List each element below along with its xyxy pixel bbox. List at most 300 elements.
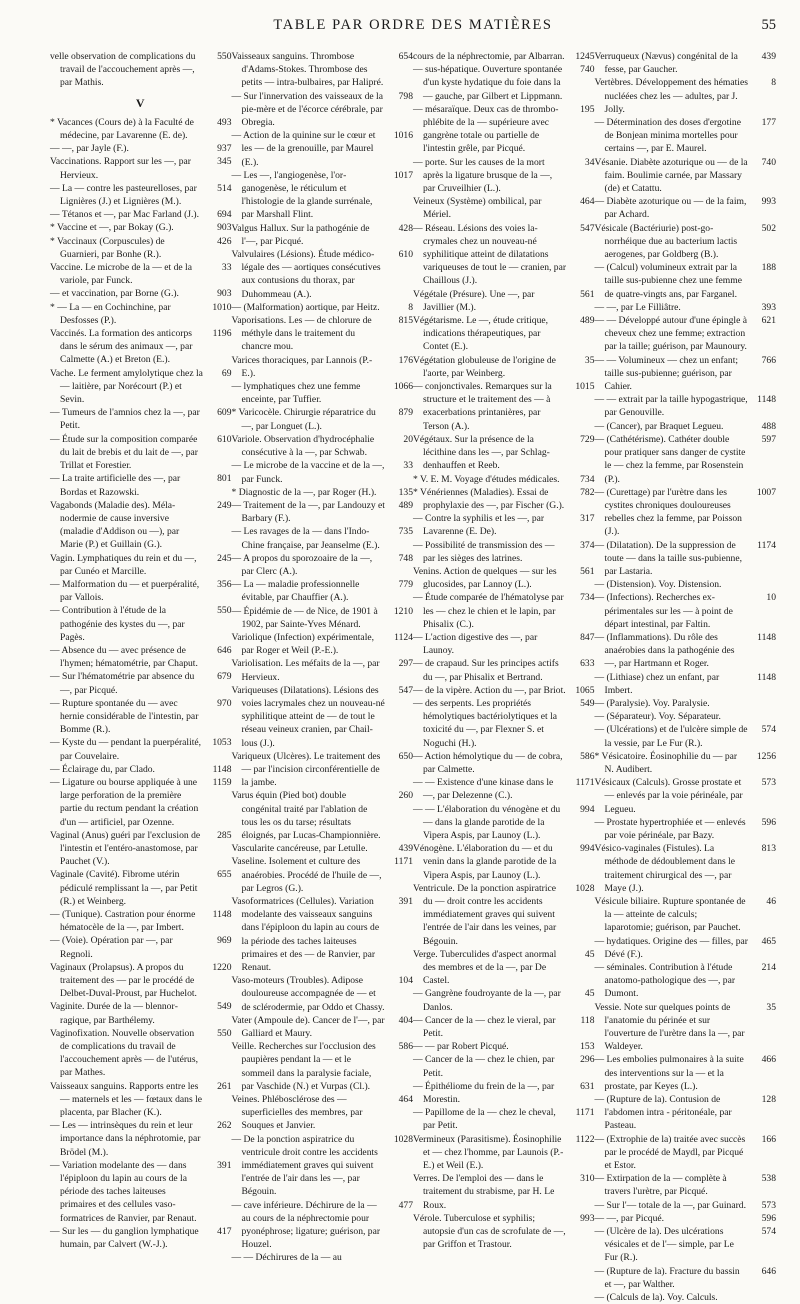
entry-page-ref: 801 (217, 473, 232, 485)
index-entry (413, 1014, 595, 1040)
index-column-3 (413, 50, 595, 1251)
index-entry (595, 1001, 777, 1054)
entry-page-ref: 391 (398, 896, 413, 907)
index-entry (413, 314, 595, 354)
entry-page-ref: 245 (217, 552, 232, 564)
entry-page-ref: 646 (761, 1265, 776, 1277)
entry-text: * Vaccinaux (Corpuscules) de Guarnieri, par Bonhe (R.). (50, 235, 165, 260)
entry-text: — Rupture spontanée du — avec hernie considérable de l'intestin, par Bomme (R.). (50, 697, 199, 736)
entry-page-ref: 549 (580, 697, 595, 709)
index-entry (595, 935, 777, 961)
entry-text: Valvulaires (Lésions). Étude médico-légale des — aortiques consécutives aux contusions du thorax, par Duhommeau (A.). (231, 249, 381, 300)
entry-page-ref: 1245 (575, 51, 595, 62)
entry-page-ref: 550 (217, 51, 232, 62)
entry-page-ref: 1171 (575, 777, 595, 789)
index-entry (595, 578, 777, 591)
entry-text: — (Ulcère de la). Des ulcérations vésicales et de l'— simple, par Le Fur (R.). (594, 1226, 734, 1264)
entry-text: — Papillome de la — chez le cheval, par Petit. (413, 1107, 556, 1132)
entry-page-ref: 782 (580, 486, 595, 498)
entry-text: Verruqueux (Nævus) congénital de la fesse, par Gaucher. (594, 51, 738, 76)
index-entry (50, 433, 232, 473)
entry-text: — Cancer de la — chez le chien, par Petit. (413, 1054, 555, 1079)
index-entry (595, 723, 777, 749)
index-entry (232, 354, 414, 380)
index-entry (50, 1000, 232, 1026)
index-entry (232, 433, 414, 459)
entry-page-ref: 310 (580, 1173, 595, 1185)
index-entry (413, 380, 595, 433)
index-entry (595, 842, 777, 895)
index-entry (413, 156, 595, 196)
index-entry (50, 578, 232, 604)
entry-text: — Variation modelante des — dans l'épiploon du lapin au cours de la période des taches laiteuses primaires et des cellules vaso-formatrices de Ranvier, par Renaut. (50, 1159, 197, 1224)
index-entry (50, 604, 232, 644)
index-entry (50, 934, 232, 960)
entry-text: Vaccinés. La formation des anticorps dans le sérum des animaux —, par Calmette (A.) et Breton (E.). (50, 328, 193, 366)
entry-text: — Épidémie de — de Nice, de 1901 à 1902, par Sainte-Yves Ménard. (231, 605, 378, 630)
entry-text: — Le microbe de la vaccine et de la —, par Funck. (231, 460, 385, 485)
entry-text: — (Infections). Recherches expérimentales sur les — à point de départ intestinal, par Faltin. (594, 592, 733, 630)
index-entry (595, 354, 777, 394)
entry-page-ref: 35 (766, 1001, 776, 1013)
entry-text: Verge. Tuberculides d'aspect anormal des membres et de la —, par De Castel. (413, 948, 557, 987)
entry-text: Varus équin (Pied bot) double congénital traité par l'ablation de tous les os du tarse; résultats éloignés, par Lucas-Championnière. (231, 790, 381, 841)
entry-page-ref: 488 (761, 420, 776, 432)
entry-page-ref: 1159 (212, 776, 232, 788)
index-entry (50, 644, 232, 670)
index-entry (50, 301, 232, 327)
index-entry (232, 1014, 414, 1040)
index-columns (50, 50, 776, 1304)
entry-page-ref: 561 (580, 565, 595, 577)
entry-page-ref: 994 (580, 843, 595, 855)
entry-text: Veineux (Système) ombilical, par Mériel. (413, 196, 542, 221)
entry-text: — Cancer de la — chez le vieral, par Petit. (413, 1014, 556, 1040)
entry-page-ref: 417 (217, 1225, 232, 1237)
index-entry (50, 552, 232, 578)
entry-page-ref: 586 (398, 1041, 413, 1053)
index-entry (595, 539, 777, 579)
index-entry (413, 1212, 595, 1252)
entry-page-ref: 1210 (393, 605, 413, 617)
entry-text: — (Curettage) par l'urètre dans les cystites chroniques douloureuses rebelles chez la femme, par Poisson (J.). (594, 486, 742, 538)
index-entry (232, 169, 414, 222)
entry-text: — L'action digestive des —, par Launoy. (413, 631, 538, 657)
index-entry (413, 1172, 595, 1212)
index-entry (413, 987, 595, 1013)
entry-page-ref: 135 (398, 486, 413, 498)
entry-page-ref: 538 (761, 1173, 776, 1185)
entry-text: — La — maladie professionnelle évitable, par Chauffier (A.). (231, 579, 360, 604)
entry-page-ref: 46 (766, 896, 776, 907)
index-entry (232, 90, 414, 130)
index-entry (50, 208, 232, 221)
entry-text: Variolique (Infection) expérimentale, par Roger et Weil (P.-E.). (231, 631, 375, 657)
index-entry (595, 697, 777, 710)
entry-page-ref: 10 (766, 592, 776, 604)
entry-text: — —, par Jayle (F.). (50, 143, 129, 155)
index-entry (50, 697, 232, 737)
entry-page-ref: 33 (221, 262, 232, 274)
entry-page-ref: 166 (761, 1133, 776, 1145)
entry-text: — (Calculs de la). Voy. Calculs. (594, 1292, 718, 1304)
entry-text: — (Cathétérisme). Cathéter double pour pratiquer sans danger de cystite le — chez la femme, par Rosenstein (P.). (594, 433, 746, 485)
entry-page-ref: 574 (761, 1226, 776, 1238)
entry-text: Vermineux (Parasitisme). Éosinophilie et — chez l'homme, par Launois (P.-E.) et Weil (E.). (413, 1133, 564, 1172)
entry-text: — (Paralysie). Voy. Paralysie. (594, 697, 710, 709)
index-entry (595, 76, 777, 116)
entry-text: — De la ponction aspiratrice du ventricule droit contre les accidents immédiatement graves qui suivent l'entrée de l'air dans les —, par Bégouin. (231, 1133, 378, 1198)
entry-text: — Possibilité de transmission des — par les sièges des latrines. (413, 539, 555, 564)
entry-page-ref: 20 (403, 433, 413, 445)
index-entry (50, 763, 232, 776)
index-column-4 (594, 50, 777, 1304)
index-entry (50, 367, 232, 407)
entry-page-ref: 740 (580, 64, 595, 76)
entry-page-ref: 847 (580, 631, 595, 643)
entry-text: Ventricule. De la ponction aspiratrice du — droit contre les accidents immédiatement graves qui suivent l'entrée de l'air dans les veines, par Bégouin. (413, 882, 557, 947)
index-entry (413, 1053, 595, 1079)
entry-page-ref: 477 (398, 1199, 413, 1211)
entry-text: — lymphatiques chez une femme enceinte, par Tuffier. (231, 381, 361, 406)
index-entry (232, 789, 414, 842)
entry-text: Vascularite cancéreuse, par Letulle. (231, 843, 368, 855)
index-entry (595, 420, 777, 433)
entry-text: — — Volumineux — chez un enfant; taille sus-pubienne; guérison, par Cahier. (594, 354, 739, 393)
entry-text: — Sur l'hématométrie par absence du —, par Picqué. (50, 671, 195, 696)
entry-text: cours de la néphrectomie, par Albarran. (413, 51, 565, 62)
index-entry (232, 750, 414, 790)
index-entry (413, 631, 595, 657)
entry-page-ref: 1256 (756, 750, 776, 762)
entry-page-ref: 426 (217, 235, 232, 247)
entry-text: — —, par Le Filliâtre. (594, 301, 681, 313)
entry-text: — sus-hépatique. Ouverture spontanée d'un kyste hydatique du foie dans la — gauche, par Gilbert et Lippmann. (413, 64, 563, 102)
entry-text: Variole. Observation d'hydrocéphalie consécutive à la —, par Schwab. (231, 433, 375, 459)
index-entry (595, 776, 777, 816)
entry-page-ref: 1065 (575, 684, 595, 696)
entry-page-ref: 969 (217, 935, 232, 947)
entry-text: Vessie. Note sur quelques points de l'anatomie du périnée et sur l'ouverture de l'urètre dans la —, par Waldeyer. (594, 1001, 745, 1053)
entry-text: Vaso-moteurs (Troubles). Adipose douloureuse accompagnée de — et de sclérodermie, par Oddo et Chassy. (231, 975, 385, 1013)
entry-text: * Varicocèle. Chirurgie réparatrice du —, par Longuet (L.). (231, 407, 376, 432)
entry-text: — de la vipère. Action du —, par Briot. (413, 684, 566, 696)
entry-text: — (Malformation) aortique, par Heitz. (231, 301, 380, 313)
index-entry (232, 974, 414, 1014)
entry-text: — (Ulcérations) et de l'ulcère simple de la vessie, par Le Fur (R.). (594, 724, 748, 749)
entry-text: Vasoformatrices (Cellules). Variation modelante des vaisseaux sanguins dans l'épiploon du lapin au cours de la période des taches laiteuses primaires et des — de Ranvier, par Renaut. (231, 896, 380, 974)
entry-text: — Les embolies pulmonaires à la suite des interventions sur la — et la prostate, par Keyes (L.). (594, 1054, 744, 1092)
index-entry (232, 605, 414, 631)
index-entry (232, 1093, 414, 1133)
entry-page-ref: 1017 (393, 169, 413, 181)
index-entry (413, 750, 595, 776)
entry-page-ref: 735 (398, 526, 413, 538)
index-entry (413, 486, 595, 512)
index-entry (50, 1119, 232, 1159)
index-entry (413, 512, 595, 538)
entry-text: — Les — intrinsèques du rein et leur importance dans la néphrotomie, par Brödel (M.). (50, 1120, 201, 1158)
entry-page-ref: 633 (580, 658, 595, 670)
entry-text: — (Rupture de la). Fracture du bassin et —, par Walther. (594, 1265, 740, 1290)
entry-page-ref: 729 (580, 433, 595, 445)
entry-text: Végétation globuleuse de l'origine de l'aorte, par Weinberg. (413, 354, 556, 379)
entry-text: — des serpents. Les propriétés hémolytiques bactériolytiques et la toxicité du —, par Flexner S. et Noguchi (H.). (413, 697, 558, 749)
entry-text: — (Cancer), par Braquet Legueu. (594, 420, 724, 432)
index-entry (413, 657, 595, 683)
entry-page-ref: 317 (580, 513, 595, 525)
entry-page-ref: 128 (761, 1094, 776, 1106)
entry-text: * Vaccine et —, par Bokay (G.). (50, 222, 174, 234)
entry-page-ref: 798 (398, 90, 413, 102)
entry-page-ref: 550 (217, 1027, 232, 1039)
index-entry (595, 1212, 777, 1225)
entry-text: Végétaux. Sur la présence de la lécithine dans les —, par Schlagdenhauffen et Reeb. (413, 433, 550, 472)
index-entry (413, 565, 595, 591)
entry-text: Vache. Le ferment amylolytique chez la — laitière, par Norécourt (P.) et Sevin. (50, 367, 203, 406)
index-entry (232, 406, 414, 432)
index-entry (232, 657, 414, 683)
index-entry (232, 50, 414, 90)
entry-text: * V. E. M. Voyage d'études médicales. (413, 473, 560, 485)
entry-page-ref: 1171 (575, 1107, 595, 1119)
entry-page-ref: 586 (580, 750, 595, 762)
entry-page-ref: 261 (217, 1080, 232, 1092)
index-entry (413, 63, 595, 103)
entry-text: Vagin. Lymphatiques du rein et du —, par Cunéo et Marcille. (50, 552, 197, 577)
entry-text: Vaginofixation. Nouvelle observation de complications du travail de l'accouchement après — de l'utérus, par Mathes. (50, 1027, 198, 1079)
entry-text: — Contribution à l'étude de la pathogénie des kystes du —, par Pagès. (50, 605, 185, 643)
index-entry (595, 314, 777, 354)
index-entry (50, 1080, 232, 1120)
index-entry (232, 631, 414, 657)
index-entry (50, 116, 232, 142)
entry-text: Vaginite. Durée de la — blennorragique, par Barthélemy. (50, 1001, 178, 1026)
entry-text: — Ligature ou bourse appliquée à une large perforation de la première partie du rectum pendant la création d'un — artificiel, par Ozenne. (50, 776, 199, 828)
index-entry (595, 631, 777, 671)
index-entry (50, 287, 232, 300)
entry-text: Valgus Hallux. Sur la pathogénie de l'—, par Picqué. (231, 222, 370, 247)
index-entry (232, 314, 414, 354)
entry-text: — Les —, l'angiogenèse, l'organogenèse, le réticulum et l'histologie de la glande surrénale, par Marshall Flint. (231, 169, 373, 221)
index-entry (595, 1133, 777, 1173)
entry-page-ref: 815 (398, 315, 413, 327)
index-entry (50, 868, 232, 908)
index-entry (413, 882, 595, 948)
entry-page-ref: 428 (398, 222, 413, 234)
entry-text: — A propos du sporozoaire de la —, par Clerc (A.). (231, 552, 373, 577)
entry-page-ref: 45 (584, 948, 595, 960)
entry-page-ref: 903 (217, 222, 232, 234)
entry-page-ref: 740 (761, 156, 776, 168)
index-entry (595, 433, 777, 486)
index-entry (232, 684, 414, 750)
index-entry (413, 842, 595, 882)
entry-page-ref: 296 (580, 1054, 595, 1066)
index-entry (413, 1040, 595, 1053)
entry-page-ref: 734 (580, 473, 595, 485)
entry-page-ref: 262 (217, 1120, 232, 1132)
index-entry (50, 142, 232, 155)
index-entry (50, 776, 232, 829)
entry-page-ref: 356 (217, 578, 232, 590)
index-entry (232, 248, 414, 301)
entry-page-ref: 514 (217, 182, 232, 194)
running-title: TABLE PAR ORDRE DES MATIÈRES (273, 17, 553, 33)
entry-page-ref: 597 (761, 433, 776, 445)
entry-text: — (Séparateur). Voy. Séparateur. (594, 711, 721, 723)
entry-page-ref: 188 (761, 262, 776, 274)
entry-page-ref: 561 (580, 288, 595, 300)
entry-page-ref: 249 (217, 499, 232, 511)
entry-text: Vaginaux (Prolapsus). A propos du traitement des — par le procédé de Delbet-Duval-Proust, par Huchelot. (50, 961, 197, 1000)
entry-page-ref: 766 (761, 354, 776, 366)
index-entry (232, 1133, 414, 1199)
entry-text: — Diabète azoturique ou — de la faim, par Achard. (594, 196, 747, 221)
index-entry (413, 1133, 595, 1173)
entry-page-ref: 610 (217, 433, 232, 445)
entry-page-ref: 694 (217, 209, 232, 221)
entry-text: Venins. Action de quelques — sur les glucosides, par Lannoy (L.). (413, 565, 557, 591)
entry-page-ref: 813 (761, 843, 776, 855)
entry-page-ref: 655 (217, 869, 232, 881)
index-entry (413, 948, 595, 988)
entry-text: — et vaccination, par Borne (G.). (50, 288, 179, 300)
entry-text: Vater (Ampoule de). Cancer de l'—, par Galliard et Maury. (231, 1014, 385, 1040)
entry-page-ref: 176 (398, 354, 413, 366)
entry-page-ref: 489 (398, 499, 413, 511)
entry-page-ref: 466 (761, 1054, 776, 1066)
entry-page-ref: 104 (398, 975, 413, 987)
entry-page-ref: 502 (761, 222, 776, 234)
entry-page-ref: 1028 (393, 1133, 413, 1145)
entry-page-ref: 214 (761, 962, 776, 974)
entry-page-ref: 1016 (393, 130, 413, 142)
index-entry (595, 710, 777, 723)
entry-page-ref: 1220 (212, 961, 232, 973)
entry-page-ref: 345 (217, 156, 232, 168)
entry-page-ref: 45 (584, 988, 595, 1000)
index-entry (50, 182, 232, 208)
entry-page-ref: 550 (217, 605, 232, 617)
entry-text: — Éclairage du, par Clado. (50, 763, 155, 775)
index-entry (50, 472, 232, 498)
index-entry (595, 393, 777, 419)
entry-page-ref: 374 (580, 539, 595, 551)
entry-text: — cave inférieure. Déchirure de la — au cours de la néphrectomie pour pyonéphrose; ligature; guérison, par Houzel. (231, 1199, 381, 1251)
entry-page-ref: 297 (398, 658, 413, 670)
entry-text: — Action hémolytique du — de cobra, par Calmette. (413, 750, 563, 775)
index-entry (232, 578, 414, 604)
entry-page-ref: 993 (580, 1212, 595, 1224)
entry-text: Vaccinations. Rapport sur les —, par Hervieux. (50, 156, 191, 181)
entry-text: Vaginale (Cavité). Fibrome utérin pédiculé remplissant la —, par Petit (R.) et Weinberg. (50, 869, 198, 907)
index-entry (595, 961, 777, 1001)
entry-text: — (Inflammations). Du rôle des anaérobies dans la pathogénie des —, par Hartmann et Roger. (594, 631, 735, 670)
page-header (50, 12, 776, 38)
index-entry (413, 354, 595, 380)
index-entry (50, 221, 232, 234)
index-entry (232, 842, 414, 855)
entry-page-ref: 1148 (757, 631, 776, 643)
entry-page-ref: 489 (580, 315, 595, 327)
entry-page-ref: 464 (580, 196, 595, 208)
entry-page-ref: 33 (403, 460, 413, 472)
entry-text: — Sur les — du ganglion lymphatique humain, par Calvert (W.-J.). (50, 1225, 199, 1251)
entry-page-ref: 439 (398, 843, 413, 855)
entry-page-ref: 393 (761, 301, 776, 313)
index-entry (413, 684, 595, 697)
entry-page-ref: 748 (398, 552, 413, 564)
entry-page-ref: 493 (217, 116, 232, 128)
index-column-1 (50, 50, 232, 1251)
page-number: 55 (761, 17, 776, 33)
index-entry (50, 961, 232, 1001)
entry-text: — — Développé autour d'une épingle à cheveux chez une femme; extraction par la taille; guérison, par Maunoury. (594, 315, 748, 353)
entry-page-ref: 1053 (212, 737, 232, 749)
index-entry (595, 1225, 777, 1265)
entry-page-ref: 464 (398, 1094, 413, 1106)
entry-text: — Sur l'innervation des vaisseaux de la pie-mère et de l'écorce cérébrale, par Obregia. (231, 90, 383, 129)
entry-page-ref: 195 (580, 103, 595, 115)
entry-page-ref: 177 (761, 117, 776, 129)
entry-page-ref: 1124 (394, 631, 413, 643)
entry-page-ref: 654 (398, 51, 413, 62)
entry-text: Végétale (Présure). Une —, par Javillier (M.). (413, 288, 535, 313)
entry-text: — (Calcul) volumineux extrait par la taille sus-pubienne chez une femme de quatre-vingts ans, par Farganel. (594, 262, 742, 300)
index-entry (232, 855, 414, 895)
entry-text: — — par Robert Picqué. (413, 1041, 509, 1053)
index-entry (232, 1040, 414, 1093)
index-entry (413, 697, 595, 750)
index-entry (595, 1172, 777, 1198)
entry-page-ref: 610 (398, 249, 413, 261)
index-entry (232, 552, 414, 578)
index-entry (413, 50, 595, 63)
entry-page-ref: 573 (761, 1199, 776, 1211)
entry-text: — Tétanos et —, par Mac Farland (J.). (50, 209, 200, 221)
entry-page-ref: 879 (398, 407, 413, 419)
index-entry (595, 222, 777, 262)
entry-page-ref: 1148 (212, 763, 232, 775)
entry-text: — Épithéliome du frein de la —, par Morestin. (413, 1080, 555, 1106)
index-entry (413, 776, 595, 802)
index-entry (50, 327, 232, 367)
entry-text: — séminales. Contribution à l'étude anatomo-pathologique des —, par Dumont. (594, 962, 736, 1000)
entry-page-ref: 35 (584, 354, 595, 366)
entry-page-ref: 465 (761, 935, 776, 947)
index-entry (232, 1251, 414, 1264)
entry-page-ref: 118 (580, 1014, 595, 1026)
entry-text: — Détermination des doses d'ergotine de Bonjean minima mortelles pour certains —, par E. Maurel. (594, 117, 741, 155)
entry-page-ref: 994 (580, 803, 595, 815)
entry-text: — Prostate hypertrophiée et — enlevés par voie périnéale, par Bazy. (594, 816, 746, 841)
entry-text: Veille. Recherches sur l'occlusion des paupières pendant la — et le sommeil dans la paralysie faciale, par Vaschide (N.) et Vurpas (Cl.). (231, 1041, 376, 1092)
index-entry (413, 1080, 595, 1106)
entry-text: Vaporisations. Les — de chlorure de méthyle dans le traitement du chancre mou. (231, 315, 372, 353)
index-entry (595, 671, 777, 697)
entry-text: — (Rupture de la). Contusion de l'abdomen intra - péritonéale, par Pasteau. (594, 1094, 732, 1132)
index-entry (50, 1027, 232, 1080)
entry-text: Variqueux (Ulcères). Le traitement des — par l'incision circonférentielle de la jambe. (231, 750, 381, 789)
entry-text: — (Voie). Opération par —, par Regnoli. (50, 935, 173, 960)
entry-page-ref: 650 (398, 750, 413, 762)
entry-text: — — Déchirures de la — au (231, 1252, 342, 1264)
index-entry (413, 1106, 595, 1132)
entry-text: — (Dilatation). De la suppression de toute — dans la taille sus-pubienne, par Lastaria. (594, 539, 742, 577)
entry-text: Varices thoraciques, par Lannois (P.-E.). (231, 354, 373, 379)
index-entry (413, 591, 595, 631)
